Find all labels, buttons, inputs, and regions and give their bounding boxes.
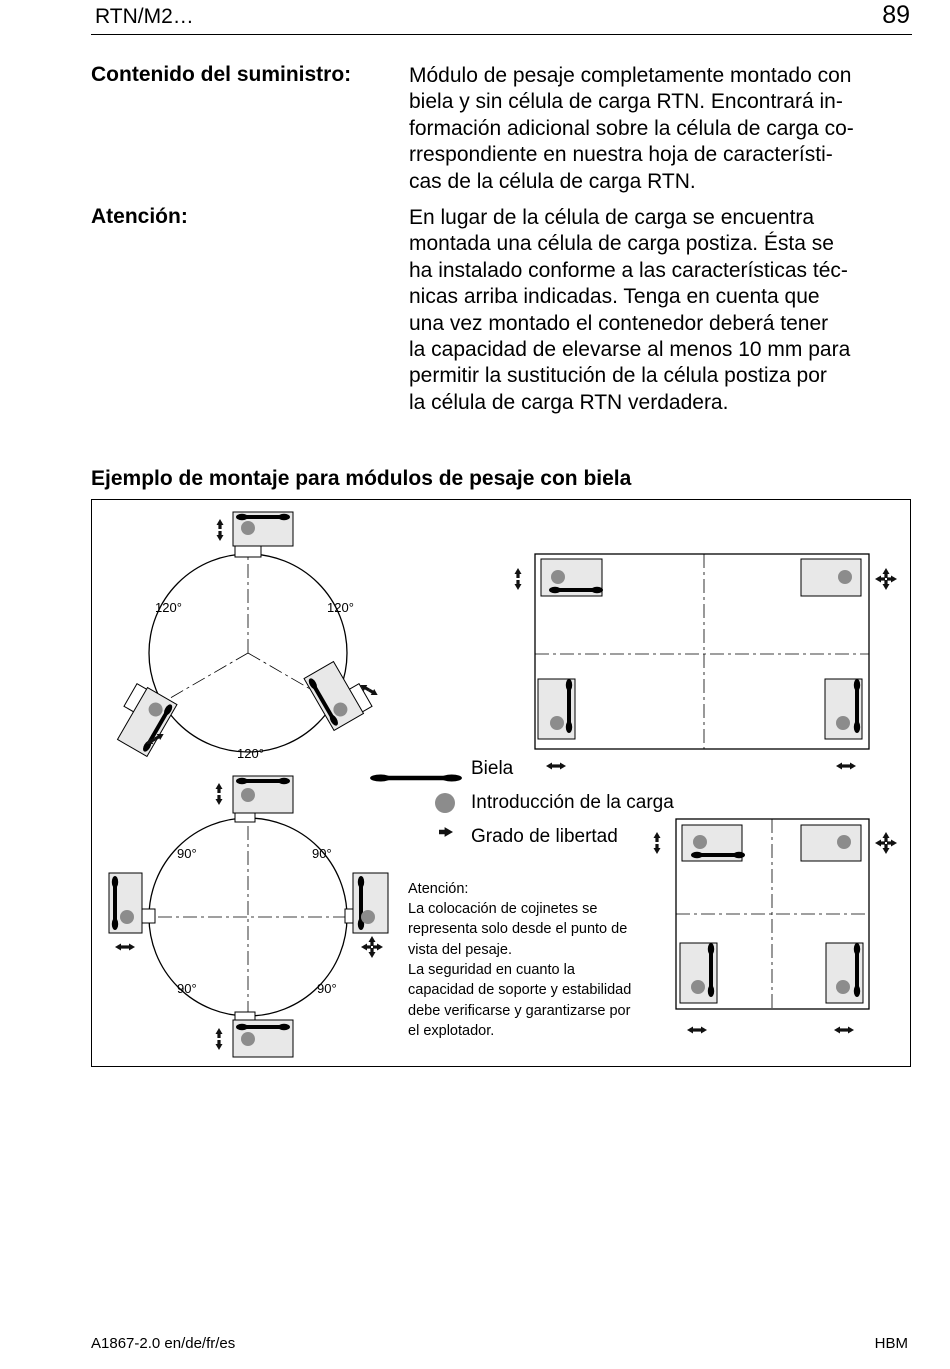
three-point-layout	[108, 512, 379, 761]
legend	[370, 758, 674, 847]
text-line: la capacidad de elevarse al menos 10 mm para	[409, 338, 851, 362]
four-point-layout	[109, 776, 388, 1057]
angle-label: 120°	[155, 600, 182, 615]
angle-label: 90°	[317, 981, 337, 996]
weigh-module	[801, 559, 861, 596]
note-line: el explotador.	[408, 1023, 495, 1039]
angle-label: 90°	[312, 846, 332, 861]
legend-load-label: Introducción de la carga	[471, 792, 674, 813]
freedom-arrow-icon	[654, 832, 661, 854]
legend-freedom-label: Grado de libertad	[471, 826, 618, 847]
freedom-arrow-icon	[115, 944, 135, 951]
header-title: RTN/M2…	[95, 5, 194, 28]
text-line: cas de la célula de carga RTN.	[409, 169, 696, 193]
text-line: la célula de carga RTN verdadera.	[409, 390, 729, 414]
note-line: Atención:	[408, 881, 469, 897]
attention-text	[409, 205, 919, 416]
note-line: capacidad de soporte y estabilidad	[408, 982, 632, 998]
rect-layout-large	[515, 554, 898, 770]
footer-doc-id: A1867-2.0 en/de/fr/es	[91, 1335, 236, 1352]
weigh-module	[108, 682, 177, 756]
text-line: Módulo de pesaje completamente montado con	[409, 64, 852, 87]
load-icon	[435, 793, 455, 813]
text-line: nicas arriba indicadas. Tenga en cuenta que	[409, 285, 820, 309]
note-line: representa solo desde el punto de	[408, 921, 628, 937]
attention-label: Atención:	[91, 205, 188, 228]
weigh-module	[304, 656, 373, 730]
legend-rod-label: Biela	[471, 758, 514, 779]
note-line: debe verificarse y garantizarse por	[408, 1003, 631, 1019]
freedom-arrow-icon	[875, 832, 897, 854]
text-line: ha instalado conforme a las características téc-	[409, 258, 848, 282]
delivery-label: Contenido del suministro:	[91, 63, 352, 86]
note-line: La seguridad en cuanto la	[408, 962, 575, 978]
freedom-arrow-icon	[515, 568, 522, 590]
rect-layout-small	[654, 819, 898, 1034]
freedom-arrow-icon	[875, 568, 897, 590]
text-line: biela y sin célula de carga RTN. Encontrará in-	[409, 90, 843, 114]
weigh-module	[233, 512, 293, 557]
weigh-module	[801, 825, 861, 861]
note-line: vista del pesaje.	[408, 942, 512, 958]
freedom-arrow-icon	[217, 519, 224, 541]
rod-icon	[370, 774, 462, 781]
diagram-note	[408, 881, 631, 1039]
freedom-arrow-icon	[439, 827, 453, 837]
angle-label: 120°	[327, 600, 354, 615]
angle-label: 90°	[177, 846, 197, 861]
footer-brand: HBM	[874, 1335, 908, 1352]
freedom-arrow-icon	[834, 1027, 854, 1034]
section-title: Ejemplo de montaje para módulos de pesaje con biela	[91, 467, 632, 490]
angle-label: 120°	[237, 746, 264, 761]
freedom-arrow-icon	[836, 763, 856, 770]
text-line: rrespondiente en nuestra hoja de característi-	[409, 143, 833, 167]
freedom-arrow-icon	[216, 1028, 223, 1050]
freedom-arrow-icon	[361, 936, 383, 958]
freedom-arrow-icon	[216, 783, 223, 805]
angle-label: 90°	[177, 981, 197, 996]
text-line: una vez montado el contenedor deberá tener	[409, 311, 829, 335]
text-line: formación adicional sobre la célula de carga co-	[409, 116, 854, 140]
note-line: La colocación de cojinetes se	[408, 901, 598, 917]
freedom-arrow-icon	[546, 763, 566, 770]
mounting-diagram	[91, 499, 912, 1068]
text-line: En lugar de la célula de carga se encuentra	[409, 206, 815, 229]
freedom-arrow-icon	[687, 1027, 707, 1034]
text-line: montada una célula de carga postiza. Ésta se	[409, 232, 834, 256]
page-number: 89	[882, 1, 910, 29]
delivery-text	[409, 63, 919, 195]
text-line: permitir la sustitución de la célula postiza por	[409, 364, 827, 388]
page-header	[91, 0, 912, 35]
